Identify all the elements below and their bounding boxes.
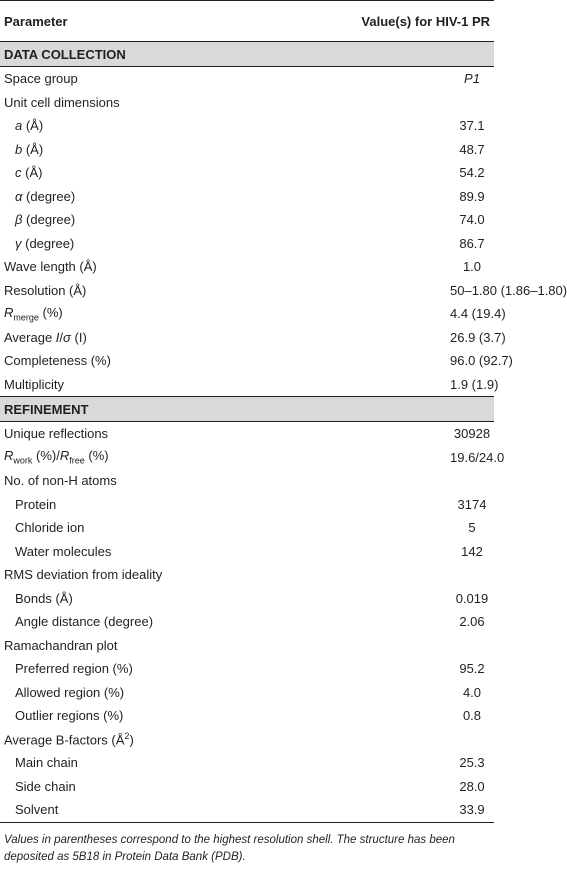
- row-value: P1: [464, 71, 480, 87]
- unit: (%): [38, 304, 63, 320]
- row-label: RMS deviation from ideality: [4, 567, 163, 583]
- table-row: [0, 349, 494, 373]
- row-label: [0, 138, 300, 162]
- row-label: Resolution (Å): [4, 282, 87, 298]
- row-value: 25.3: [459, 755, 485, 771]
- table-row: [0, 493, 494, 517]
- row-value: 1.0: [462, 259, 482, 275]
- section-row: [0, 42, 494, 67]
- row-label: Unit cell dimensions: [4, 94, 120, 110]
- table-row: [0, 704, 494, 728]
- row-label: [0, 208, 300, 232]
- row-value: 50–1.80 (1.86–1.80): [450, 282, 567, 298]
- row-label: [0, 326, 300, 350]
- unit: (Å): [21, 165, 43, 181]
- row-value: 142: [461, 543, 483, 559]
- parameter-column-header: Parameter: [4, 13, 68, 29]
- table-row: [0, 208, 494, 232]
- table-row: [0, 138, 494, 162]
- section-refinement: REFINEMENT: [0, 397, 494, 422]
- table-row: [0, 326, 494, 350]
- row-value: 30928: [453, 426, 491, 442]
- label-suffix: ): [129, 732, 134, 748]
- table-row: [0, 91, 494, 115]
- symbol: γ: [15, 235, 22, 251]
- table-row: [0, 161, 494, 185]
- value-column-header: Value(s) for HIV-1 PR: [361, 13, 490, 29]
- row-label: No. of non-H atoms: [4, 473, 117, 489]
- row-label: Preferred region (%): [15, 661, 133, 677]
- i-symbol: I: [55, 329, 60, 345]
- row-label: [0, 185, 300, 209]
- row-label: [0, 161, 300, 185]
- unit: (degree): [22, 188, 76, 204]
- row-label: Water molecules: [15, 543, 112, 559]
- row-label: Bonds (Å): [15, 590, 73, 606]
- row-label: [0, 114, 300, 138]
- label-prefix: Average B-factors (Å: [4, 732, 125, 748]
- table-row: [0, 540, 494, 564]
- row-label: Angle distance (degree): [15, 614, 154, 630]
- row-label: Chloride ion: [15, 520, 85, 536]
- section-data-collection: DATA COLLECTION: [0, 42, 494, 67]
- row-value: 89.9: [459, 188, 485, 204]
- row-value: 4.4 (19.4): [450, 306, 506, 322]
- row-label: Space group: [4, 71, 78, 87]
- row-value-empty: [300, 91, 494, 115]
- table-row: [0, 751, 494, 775]
- row-value: 96.0 (92.7): [450, 353, 513, 369]
- table-row: [0, 798, 494, 822]
- header-row: [0, 1, 494, 42]
- table-row: [0, 446, 494, 470]
- symbol: β: [15, 212, 23, 228]
- table-row: [0, 469, 494, 493]
- row-value: 3174: [457, 496, 487, 512]
- r-symbol: R: [59, 448, 70, 464]
- table-row: [0, 516, 494, 540]
- row-value: 4.0: [462, 684, 482, 700]
- unit: (degree): [22, 212, 76, 228]
- table-row: [0, 610, 494, 634]
- table-row: [0, 232, 494, 256]
- row-value: 0.019: [455, 590, 489, 606]
- row-value-empty: [300, 469, 494, 493]
- table-row: [0, 302, 494, 326]
- row-label: Allowed region (%): [15, 684, 125, 700]
- row-value-empty: [300, 563, 494, 587]
- subscript: work: [13, 456, 33, 467]
- row-value: 33.9: [300, 798, 494, 822]
- row-value: 28.0: [459, 778, 485, 794]
- row-label: [0, 728, 300, 752]
- table-row: [0, 775, 494, 799]
- row-value: 26.9 (3.7): [450, 329, 506, 345]
- row-value: 54.2: [459, 165, 485, 181]
- r-symbol: R: [4, 304, 14, 320]
- row-label: Wave length (Å): [4, 259, 97, 275]
- table-row: [0, 681, 494, 705]
- row-value: 1.9 (1.9): [450, 376, 499, 392]
- row-value: 19.6/24.0: [450, 449, 505, 465]
- row-label: [0, 232, 300, 256]
- row-label: Completeness (%): [4, 353, 111, 369]
- row-value: 2.06: [459, 614, 485, 630]
- row-value: 37.1: [459, 118, 485, 134]
- table-footnote: Values in parentheses correspond to the highest resolution shell. The structure has been deposited as 5B18 in Protein Data Bank (PDB).: [4, 833, 455, 863]
- unit: (Å): [22, 118, 44, 134]
- table-row: [0, 255, 494, 279]
- table-row: [0, 728, 494, 752]
- unit: (%): [84, 448, 109, 464]
- sigma-symbol: σ: [63, 329, 71, 345]
- table-row: [0, 67, 494, 91]
- table-row: [0, 563, 494, 587]
- table-row: [0, 587, 494, 611]
- row-label: Side chain: [15, 778, 76, 794]
- row-label: [0, 302, 300, 326]
- row-label: Unique reflections: [4, 426, 109, 442]
- unit: (Å): [22, 141, 44, 157]
- label-middle: (%)/: [32, 448, 60, 464]
- label-suffix: (I): [70, 329, 87, 345]
- symbol: b: [15, 141, 23, 157]
- table-row: [0, 185, 494, 209]
- superscript: 2: [124, 731, 130, 742]
- row-value: 74.0: [459, 212, 485, 228]
- slash: /: [59, 329, 64, 345]
- row-value: 5: [468, 520, 476, 536]
- row-value: 0.8: [462, 708, 482, 724]
- table-row: [0, 114, 494, 138]
- row-label: Main chain: [15, 755, 78, 771]
- subscript: merge: [13, 312, 39, 323]
- symbol: c: [15, 165, 22, 181]
- row-label: Solvent: [0, 798, 300, 822]
- table-row: [0, 373, 494, 397]
- subscript: free: [69, 456, 85, 467]
- unit: (degree): [21, 235, 75, 251]
- table-row: [0, 279, 494, 303]
- table-row: [0, 422, 494, 446]
- row-label: Multiplicity: [4, 376, 64, 392]
- section-row: [0, 397, 494, 422]
- row-label: Outlier regions (%): [15, 708, 124, 724]
- row-label: [0, 446, 300, 470]
- row-label: Ramachandran plot: [4, 637, 118, 653]
- row-value: 86.7: [459, 235, 485, 251]
- row-value-empty: [300, 728, 494, 752]
- row-value: 48.7: [459, 141, 485, 157]
- row-value: 95.2: [459, 661, 485, 677]
- r-symbol: R: [4, 448, 14, 464]
- row-label: Protein: [15, 496, 57, 512]
- symbol: a: [15, 118, 23, 134]
- symbol: α: [15, 188, 23, 204]
- table-row: [0, 657, 494, 681]
- row-value-empty: [300, 634, 494, 658]
- table-row: [0, 634, 494, 658]
- label-prefix: Average: [4, 329, 56, 345]
